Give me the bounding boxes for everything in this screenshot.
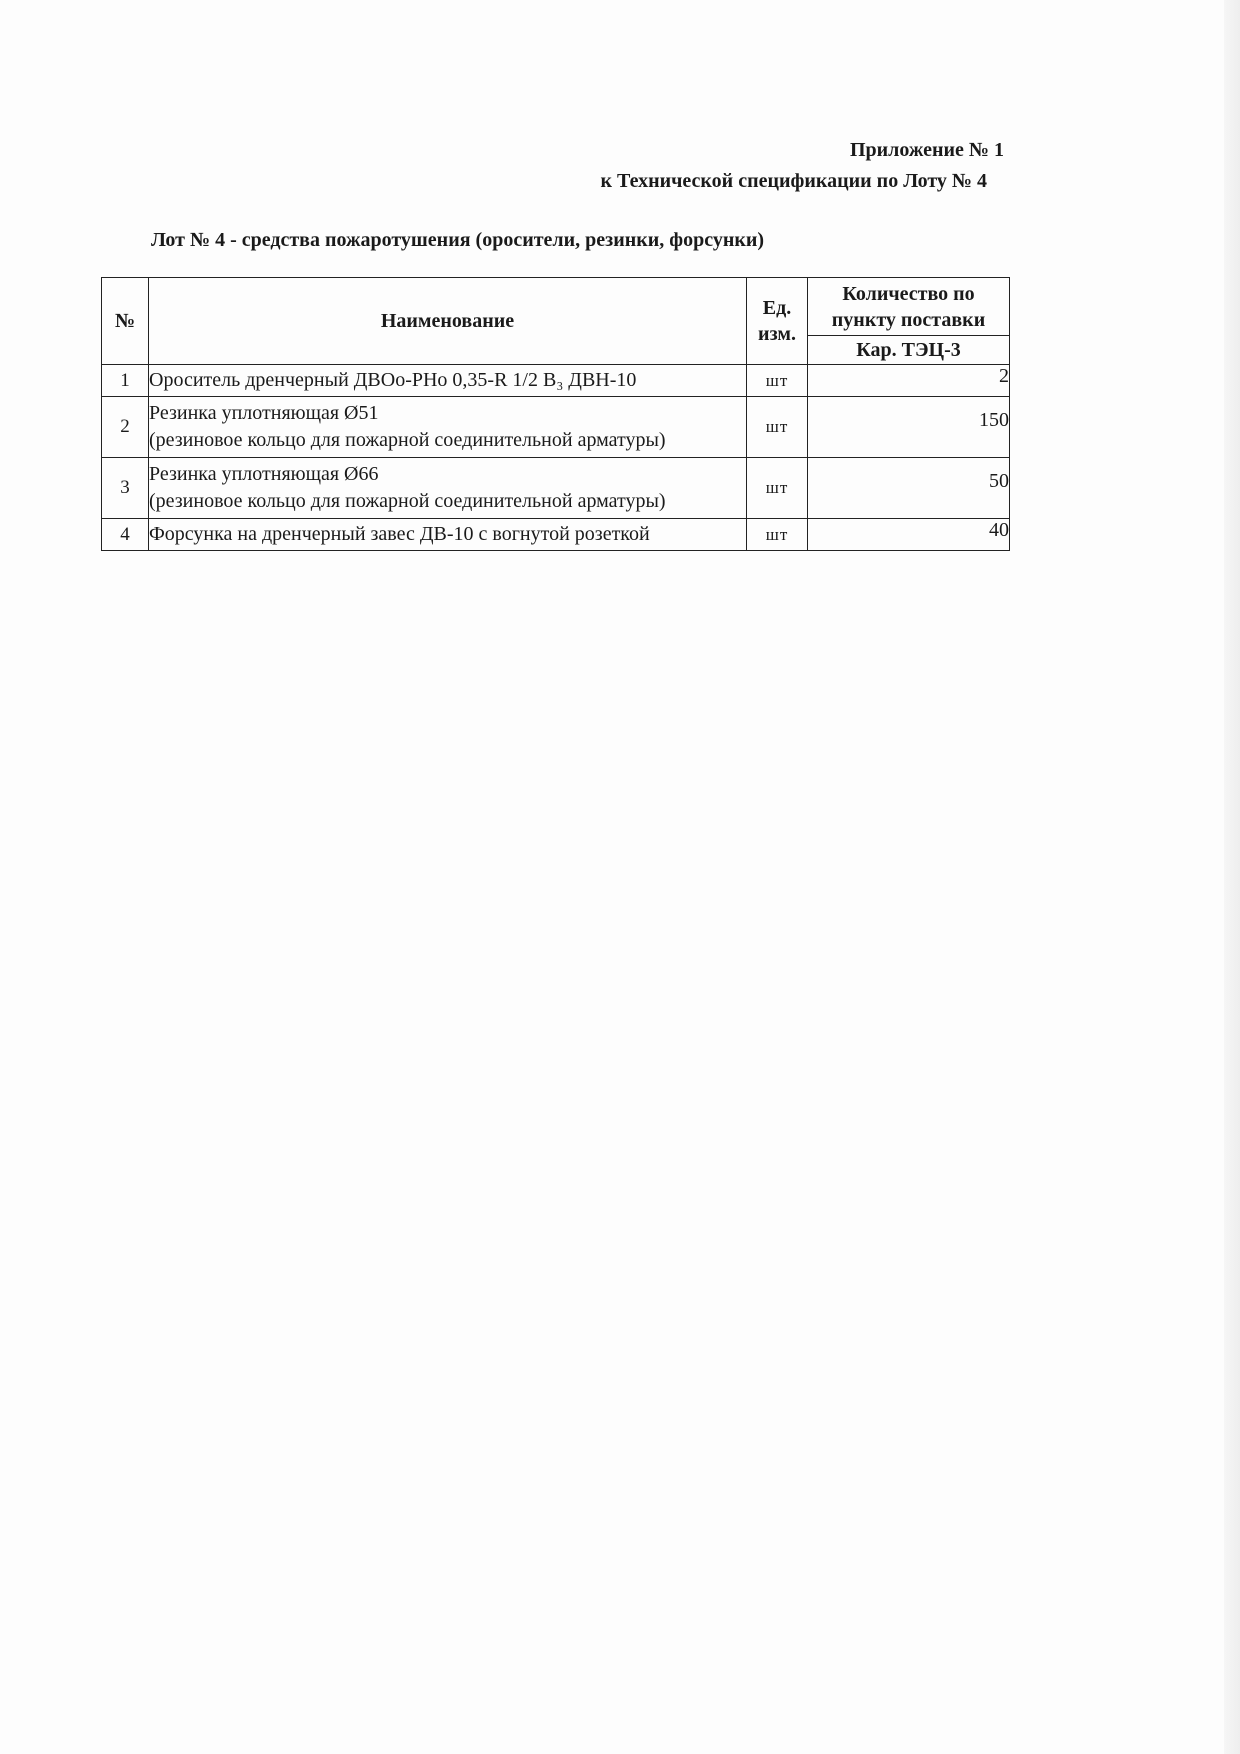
scan-edge — [1224, 0, 1240, 1754]
table-header-row — [102, 278, 1010, 336]
row-unit: шт — [747, 365, 808, 397]
row-quantity: 150 — [808, 397, 1010, 458]
row-name-line: Ороситель дренчерный ДВОо-РНо 0,35-R 1/2 В₃ ДВН-10 — [149, 369, 637, 391]
column-header-num: № — [102, 278, 149, 365]
annex-title: Приложение № 1 — [849, 139, 1004, 161]
lot-title: Лот № 4 - средства пожаротушения (оросители, резинки, форсунки) — [151, 229, 765, 251]
row-name — [149, 397, 747, 458]
row-name — [149, 458, 747, 519]
row-name — [149, 365, 747, 397]
annex-subtitle: к Технической спецификации по Лоту № 4 — [600, 170, 987, 192]
row-unit: шт — [747, 519, 808, 551]
table-row — [102, 458, 1010, 519]
row-number: 4 — [102, 519, 149, 551]
table-row — [102, 519, 1010, 551]
row-number: 2 — [102, 397, 149, 458]
row-number: 1 — [102, 365, 149, 397]
column-header-unit — [747, 278, 808, 365]
column-header-unit-label: Ед. изм. — [758, 297, 796, 345]
row-number: 3 — [102, 458, 149, 519]
row-name-line: (резиновое кольцо для пожарной соединительной арматуры) — [149, 429, 666, 451]
table-row — [102, 365, 1010, 397]
row-name — [149, 519, 747, 551]
row-quantity: 2 — [808, 365, 1010, 397]
row-name-line: Резинка уплотняющая Ø51 — [149, 402, 379, 424]
table-row — [102, 397, 1010, 458]
column-header-name: Наименование — [149, 278, 747, 365]
row-quantity: 50 — [808, 458, 1010, 519]
row-name-line: (резиновое кольцо для пожарной соединительной арматуры) — [149, 490, 666, 512]
row-unit: шт — [747, 397, 808, 458]
column-header-qty-group — [808, 278, 1010, 336]
row-name-line: Резинка уплотняющая Ø66 — [149, 463, 379, 485]
column-header-delivery-point: Кар. ТЭЦ-3 — [808, 336, 1010, 365]
row-quantity: 40 — [808, 519, 1010, 551]
column-header-qty-group-label: Количество по пункту поставки — [831, 282, 986, 331]
row-name-line: Форсунка на дренчерный завес ДВ-10 с вогнутой розеткой — [149, 523, 650, 545]
row-unit: шт — [747, 458, 808, 519]
specification-table — [101, 277, 1010, 551]
